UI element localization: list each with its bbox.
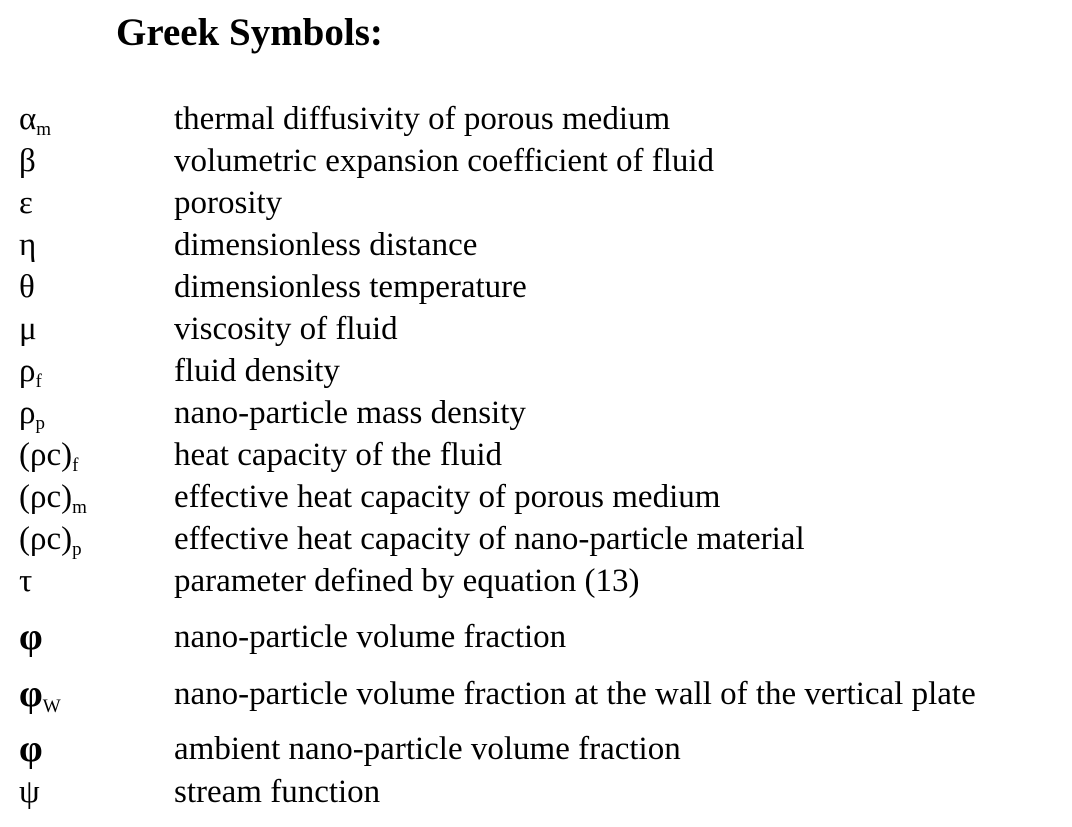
- symbol-row-rho-f: [0, 351, 1072, 395]
- symbol-description: porosity: [174, 185, 283, 221]
- symbol-row-phi-w: [0, 674, 1072, 718]
- symbol-row-eta: [0, 225, 1072, 269]
- symbol-description: dimensionless distance: [174, 227, 478, 263]
- symbol-description: nano-particle volume fraction: [174, 619, 567, 655]
- symbol: $\alpha_m$: [19, 101, 52, 140]
- symbol-row-rho-p: [0, 393, 1072, 437]
- symbol-description: dimensionless temperature: [174, 269, 527, 305]
- symbol: τ: [19, 563, 33, 599]
- symbol-description: thermal diffusivity of porous medium: [174, 101, 671, 137]
- symbol: ψ: [19, 774, 40, 810]
- symbol: ε: [19, 185, 33, 221]
- section-title: Greek Symbols:: [116, 11, 383, 54]
- symbol: φ: [19, 728, 43, 770]
- symbol-description: nano-particle volume fraction at the wall of the vertical plate: [174, 676, 976, 712]
- symbol-description: viscosity of fluid: [174, 311, 398, 347]
- symbol: θ: [19, 269, 35, 305]
- symbol-row-tau: [0, 561, 1072, 605]
- symbol: $\varphi_W$: [19, 673, 61, 717]
- symbol: β: [19, 143, 36, 179]
- symbol-row-psi: [0, 772, 1072, 816]
- symbol-description: stream function: [174, 774, 381, 810]
- symbol-row-epsilon: [0, 183, 1072, 227]
- symbol-row-rhoc-m: [0, 477, 1072, 521]
- symbol: $\rho_f$: [19, 353, 42, 392]
- symbol-row-beta: [0, 141, 1072, 185]
- symbol-description: heat capacity of the fluid: [174, 437, 503, 473]
- symbol-row-theta: [0, 267, 1072, 311]
- symbol-row-mu: [0, 309, 1072, 353]
- symbol-description: fluid density: [174, 353, 340, 389]
- symbol: $\rho_p$: [19, 395, 45, 434]
- symbol: $(\rho c)_m$: [19, 479, 87, 518]
- symbol-description: nano-particle mass density: [174, 395, 526, 431]
- symbol-description: volumetric expansion coefficient of fluid: [174, 143, 715, 179]
- symbol-description: effective heat capacity of porous medium: [174, 479, 721, 515]
- symbol-description: ambient nano-particle volume fraction: [174, 731, 681, 767]
- symbol: $(\rho c)_f$: [19, 437, 79, 476]
- symbol: μ: [19, 311, 37, 347]
- symbol-description: effective heat capacity of nano-particle material: [174, 521, 805, 557]
- symbol: η: [19, 227, 37, 263]
- symbol-row-phi-ambient: [0, 729, 1072, 773]
- symbol: $(\rho c)_p$: [19, 521, 82, 560]
- symbol-row-alpha-m: [0, 99, 1072, 143]
- symbol: φ: [19, 616, 43, 658]
- symbol-row-rhoc-f: [0, 435, 1072, 479]
- symbol-description: parameter defined by equation (13): [174, 563, 640, 599]
- symbol-row-rhoc-p: [0, 519, 1072, 563]
- symbol-row-phi: [0, 617, 1072, 661]
